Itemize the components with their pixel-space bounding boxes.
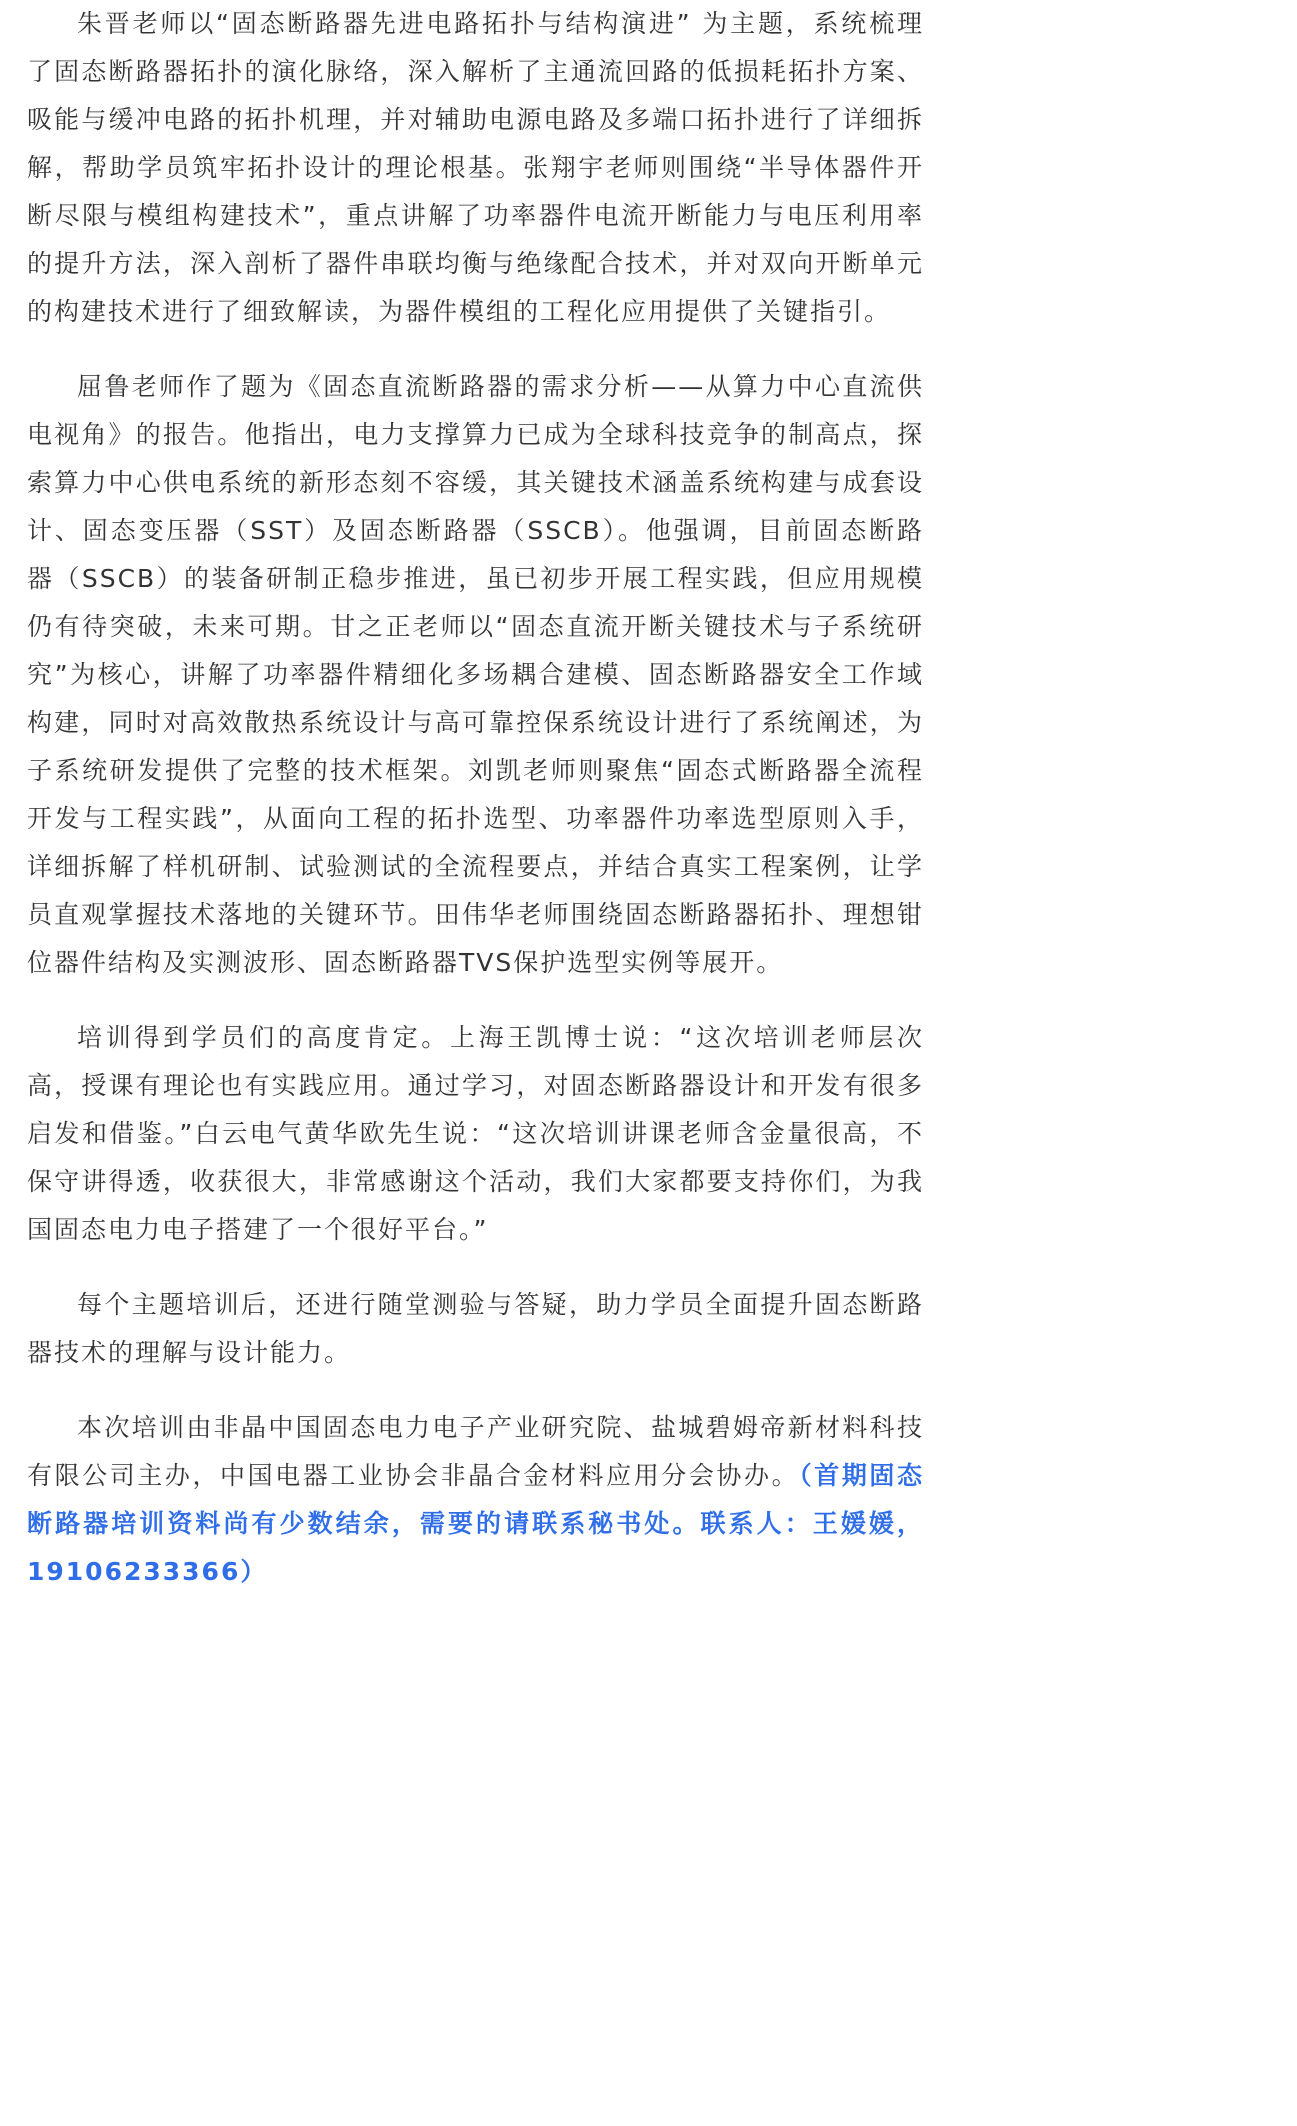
organizers-text: 本次培训由非晶中国固态电力电子产业研究院、盐城碧姆帝新材料科技有限公司主办，中国电器工业协会非晶合金材料应用分会协办。 bbox=[27, 1413, 924, 1490]
paragraph-quiz-qa: 每个主题培训后，还进行随堂测验与答疑，助力学员全面提升固态断路器技术的理解与设计能力。 bbox=[27, 1290, 924, 1367]
contact-note: （首期固态断路器培训资料尚有少数结余，需要的请联系秘书处。联系人：王媛媛，19106233366） bbox=[27, 1461, 924, 1586]
paragraph-trainee-feedback: 培训得到学员们的高度肯定。上海王凯博士说：“这次培训老师层次高，授课有理论也有实践应用。通过学习，对固态断路器设计和开发有很多启发和借鉴。”白云电气黄华欧先生说：“这次培训讲课老师含金量很高，不保守讲得透，收获很大，非常感谢这个活动，我们大家都要支持你们，为我国固态电力电子搭建了一个很好平台。” bbox=[27, 1023, 924, 1244]
paragraph-demand-analysis-talks: 屈鲁老师作了题为《固态直流断路器的需求分析——从算力中心直流供电视角》的报告。他指出，电力支撑算力已成为全球科技竞争的制高点，探索算力中心供电系统的新形态刻不容缓，其关键技术涵盖系统构建与成套设计、固态变压器（SST）及固态断路器（SSCB）。他强调，目前固态断路器（SSCB）的装备研制正稳步推进，虽已初步开展工程实践，但应用规模仍有待突破，未来可期。甘之正老师以“固态直流开断关键技术与子系统研究”为核心，讲解了功率器件精细化多场耦合建模、固态断路器安全工作域构建，同时对高效散热系统设计与高可靠控保系统设计进行了系统阐述，为子系统研发提供了完整的技术框架。刘凯老师则聚焦“固态式断路器全流程开发与工程实践”，从面向工程的拓扑选型、功率器件功率选型原则入手，详细拆解了样机研制、试验测试的全流程要点，并结合真实工程案例，让学员直观掌握技术落地的关键环节。田伟华老师围绕固态断路器拓扑、理想钳位器件结构及实测波形、固态断路器TVS保护选型实例等展开。 bbox=[27, 372, 924, 977]
paragraph-topology-talks: 朱晋老师以“固态断路器先进电路拓扑与结构演进” 为主题，系统梳理了固态断路器拓扑的演化脉络，深入解析了主通流回路的低损耗拓扑方案、吸能与缓冲电路的拓扑机理，并对辅助电源电路及多端口拓扑进行了详细拆解，帮助学员筑牢拓扑设计的理论根基。张翔宇老师则围绕“半导体器件开断尽限与模组构建技术”，重点讲解了功率器件电流开断能力与电压利用率的提升方法，深入剖析了器件串联均衡与绝缘配合技术，并对双向开断单元的构建技术进行了细致解读，为器件模组的工程化应用提供了关键指引。 bbox=[27, 9, 924, 326]
paragraph-organizers bbox=[27, 1404, 924, 1596]
